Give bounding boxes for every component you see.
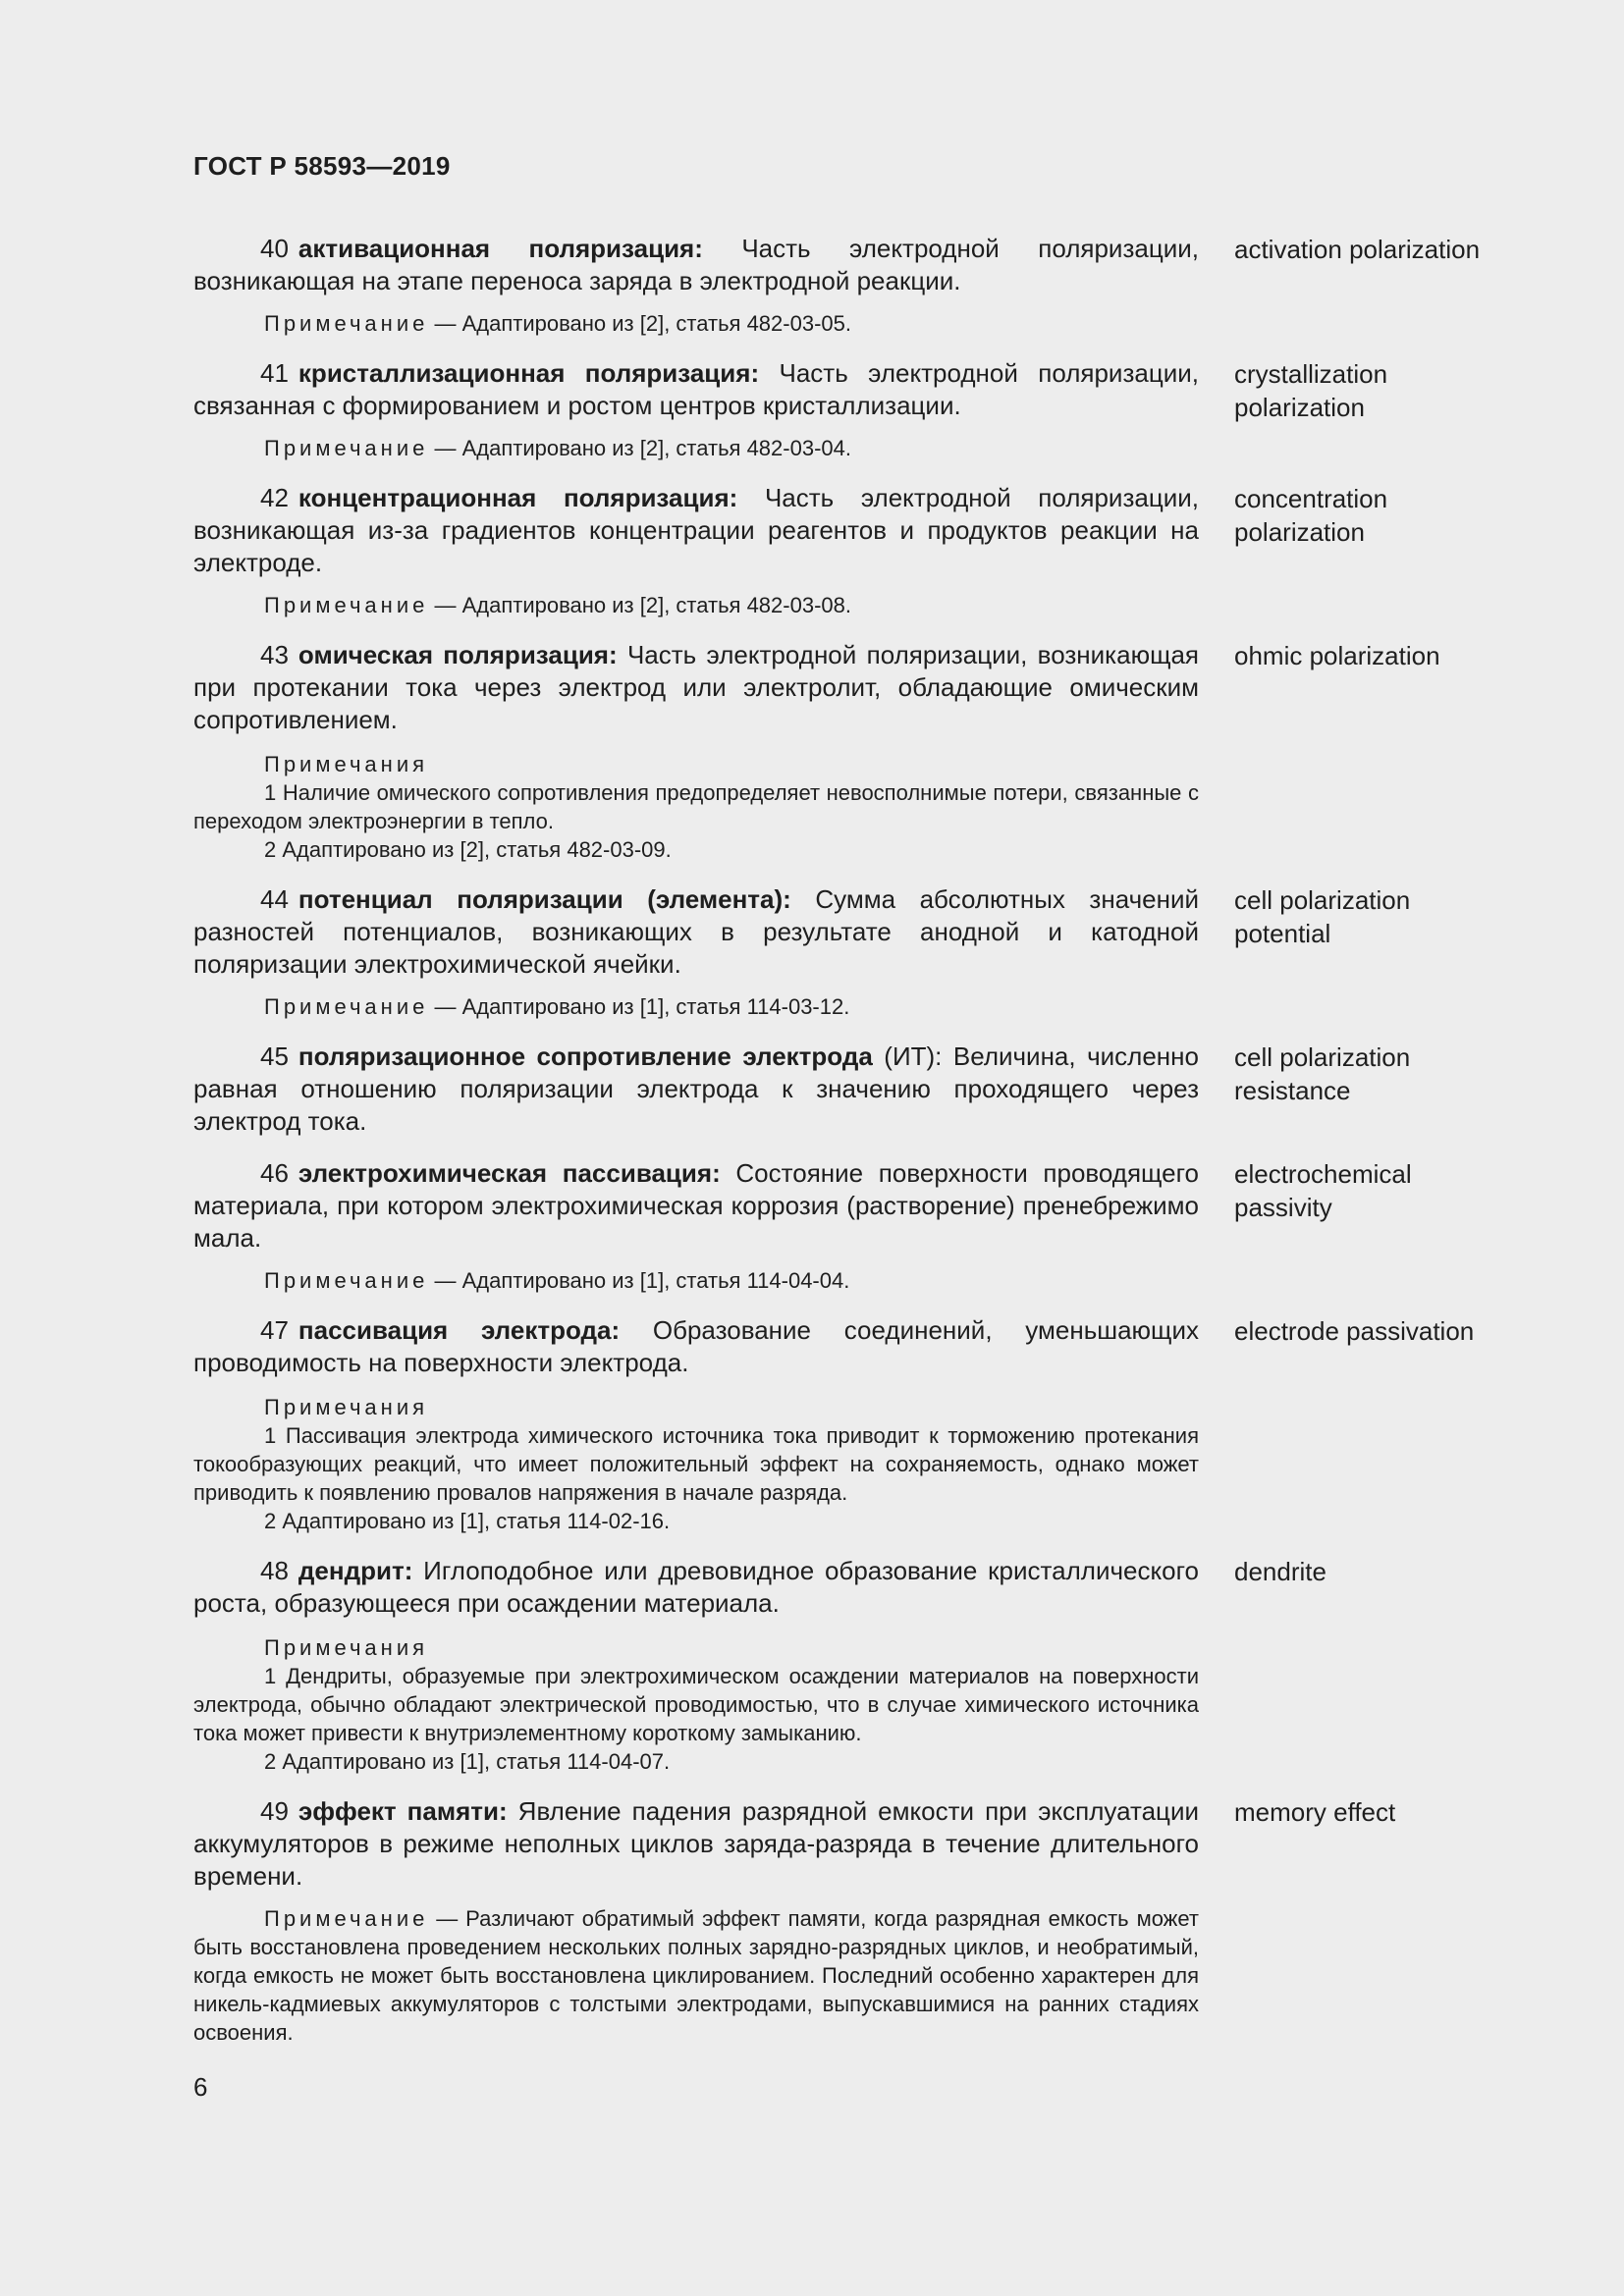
term-name: омическая поляризация:	[298, 640, 618, 669]
term-entry-43	[193, 639, 1499, 864]
note-text: — Адаптировано из [1], статья 114-04-04.	[434, 1268, 850, 1293]
term-body	[193, 357, 1199, 462]
term-name: эффект памяти:	[298, 1796, 508, 1826]
term-definition	[193, 1555, 1199, 1620]
term-entry-49	[193, 1795, 1499, 2047]
note-item: 2 Адаптировано из [1], статья 114-02-16.	[264, 1509, 671, 1533]
term-entry-48	[193, 1555, 1499, 1776]
term-number: 43	[260, 640, 289, 669]
term-entry-44	[193, 883, 1499, 1021]
english-equivalent: ohmic polarization	[1234, 641, 1440, 670]
term-note	[193, 591, 1199, 619]
term-name: кристаллизационная поляризация:	[298, 358, 760, 388]
term-definition-text: Часть электродной поляризации, возникающая при протекании тока через электрод или электролит, обладающие омическим сопротивлением.	[193, 640, 1199, 734]
term-body	[193, 233, 1199, 338]
term-name: поляризационное сопротивление электрода	[298, 1041, 873, 1071]
term-number: 40	[260, 234, 289, 263]
page-number: 6	[193, 2072, 208, 2102]
note-item: 2 Адаптировано из [1], статья 114-04-07.	[264, 1749, 671, 1774]
term-number: 45	[260, 1041, 289, 1071]
term-note	[193, 992, 1199, 1021]
term-source-tag: (ИТ):	[884, 1041, 943, 1071]
note-label: Примечание	[264, 994, 429, 1019]
term-definition-text: Состояние поверхности проводящего материала, при котором электрохимическая коррозия (растворение) пренебрежимо мала.	[193, 1158, 1199, 1253]
term-body	[193, 639, 1199, 864]
note-label: Примечание	[264, 1268, 429, 1293]
term-entry-42	[193, 482, 1499, 619]
term-definition	[193, 883, 1199, 981]
term-definition	[193, 482, 1199, 579]
note-text: — Адаптировано из [2], статья 482-03-08.	[434, 593, 851, 617]
note-label: Примечание	[264, 436, 429, 460]
term-number: 44	[260, 884, 289, 914]
term-body	[193, 883, 1199, 1021]
term-body	[193, 1795, 1199, 2047]
document-code-header: ГОСТ Р 58593—2019	[193, 151, 451, 181]
term-definition-text: Часть электродной поляризации, возникающая на этапе переноса заряда в электродной реакции.	[193, 234, 1199, 295]
term-body	[193, 1314, 1199, 1535]
term-number: 47	[260, 1315, 289, 1345]
term-definition	[193, 1157, 1199, 1255]
term-name: пассивация электрода:	[298, 1315, 621, 1345]
term-number: 42	[260, 483, 289, 512]
term-name: электрохимическая пассивация:	[298, 1158, 721, 1188]
term-entry-47	[193, 1314, 1499, 1535]
term-notes	[193, 1393, 1199, 1535]
term-name: активационная поляризация:	[298, 234, 703, 263]
english-equivalent: crystallization polarization	[1234, 359, 1388, 422]
term-name: потенциал поляризации (элемента):	[298, 884, 791, 914]
note-label: Примечание	[264, 593, 429, 617]
term-notes	[193, 1633, 1199, 1776]
term-note	[193, 1904, 1199, 2047]
term-entry-45	[193, 1041, 1499, 1138]
term-body	[193, 1157, 1199, 1295]
notes-label: Примечания	[264, 1395, 429, 1419]
note-text: — Различают обратимый эффект памяти, когда разрядная емкость может быть восстановлена проведением нескольких полных зарядно-разрядных циклов, и необратимый, когда емкость не может быть восстановлена циклированием. Последний особенно характерен для никель-кадмиевых аккумуляторов с толстыми электродами, выпускавшимися на ранних стадиях освоения.	[193, 1906, 1199, 2045]
term-body	[193, 1555, 1199, 1776]
term-definition	[193, 357, 1199, 422]
term-name: дендрит:	[298, 1556, 413, 1585]
term-name: концентрационная поляризация:	[298, 483, 738, 512]
term-definition-text: Часть электродной поляризации, возникающая из-за градиентов концентрации реагентов и продуктов реакции на электроде.	[193, 483, 1199, 577]
english-equivalent: cell polarization potential	[1234, 885, 1411, 948]
english-equivalent: electrode passivation	[1234, 1316, 1475, 1346]
english-equivalent: concentration polarization	[1234, 484, 1388, 547]
term-number: 46	[260, 1158, 289, 1188]
term-body	[193, 1041, 1199, 1138]
english-equivalent: activation polarization	[1234, 235, 1481, 264]
term-number: 49	[260, 1796, 289, 1826]
term-definition-text: Явление падения разрядной емкости при эксплуатации аккумуляторов в режиме неполных циклов заряда-разряда в течение длительного времени.	[193, 1796, 1199, 1891]
term-entry-46	[193, 1157, 1499, 1295]
note-item: 1 Пассивация электрода химического источника тока приводит к торможению протекания токообразующих реакций, что имеет положительный эффект на сохраняемость, однако может приводить к появлению провалов напряжения в начале разряда.	[193, 1423, 1199, 1505]
note-label: Примечание	[264, 1906, 429, 1931]
term-number: 48	[260, 1556, 289, 1585]
term-definition	[193, 1314, 1199, 1379]
term-definition-text: Иглоподобное или древовидное образование кристаллического роста, образующееся при осаждении материала.	[193, 1556, 1199, 1618]
term-definition-text: Величина, численно равная отношению поляризации электрода к значению проходящего через электрод тока.	[193, 1041, 1199, 1136]
term-definition	[193, 233, 1199, 297]
term-note	[193, 1266, 1199, 1295]
note-text: — Адаптировано из [2], статья 482-03-05.	[434, 311, 851, 336]
note-item: 1 Дендриты, образуемые при электрохимическом осаждении материалов на поверхности электрода, обычно обладают электрической проводимостью, что в случае химического источника тока может привести к внутриэлементному короткому замыканию.	[193, 1664, 1199, 1745]
term-entry-40	[193, 233, 1499, 338]
term-definition-text: Часть электродной поляризации, связанная с формированием и ростом центров кристаллизации.	[193, 358, 1200, 420]
term-definition	[193, 1041, 1199, 1138]
term-note	[193, 309, 1199, 338]
note-item: 1 Наличие омического сопротивления предопределяет невосполнимые потери, связанные с переходом электроэнергии в тепло.	[193, 780, 1199, 833]
term-number: 41	[260, 358, 289, 388]
term-note	[193, 434, 1199, 462]
notes-label: Примечания	[264, 752, 429, 776]
note-label: Примечание	[264, 311, 429, 336]
term-definition	[193, 1795, 1199, 1893]
english-equivalent: cell polarization resistance	[1234, 1042, 1411, 1105]
note-text: — Адаптировано из [1], статья 114-03-12.	[434, 994, 850, 1019]
term-definition-text: Образование соединений, уменьшающих проводимость на поверхности электрода.	[193, 1315, 1199, 1377]
term-body	[193, 482, 1199, 619]
term-entry-41	[193, 357, 1499, 462]
english-equivalent: electrochemical passivity	[1234, 1159, 1412, 1222]
terms-list	[193, 233, 1499, 2047]
term-definition	[193, 639, 1199, 736]
term-definition-text: Сумма абсолютных значений разностей потенциалов, возникающих в результате анодной и катодной поляризации электрохимической ячейки.	[193, 884, 1200, 979]
english-equivalent: dendrite	[1234, 1557, 1326, 1586]
note-item: 2 Адаптировано из [2], статья 482-03-09.	[264, 837, 672, 862]
english-equivalent: memory effect	[1234, 1797, 1396, 1827]
note-text: — Адаптировано из [2], статья 482-03-04.	[434, 436, 851, 460]
notes-label: Примечания	[264, 1635, 429, 1660]
term-notes	[193, 750, 1199, 864]
